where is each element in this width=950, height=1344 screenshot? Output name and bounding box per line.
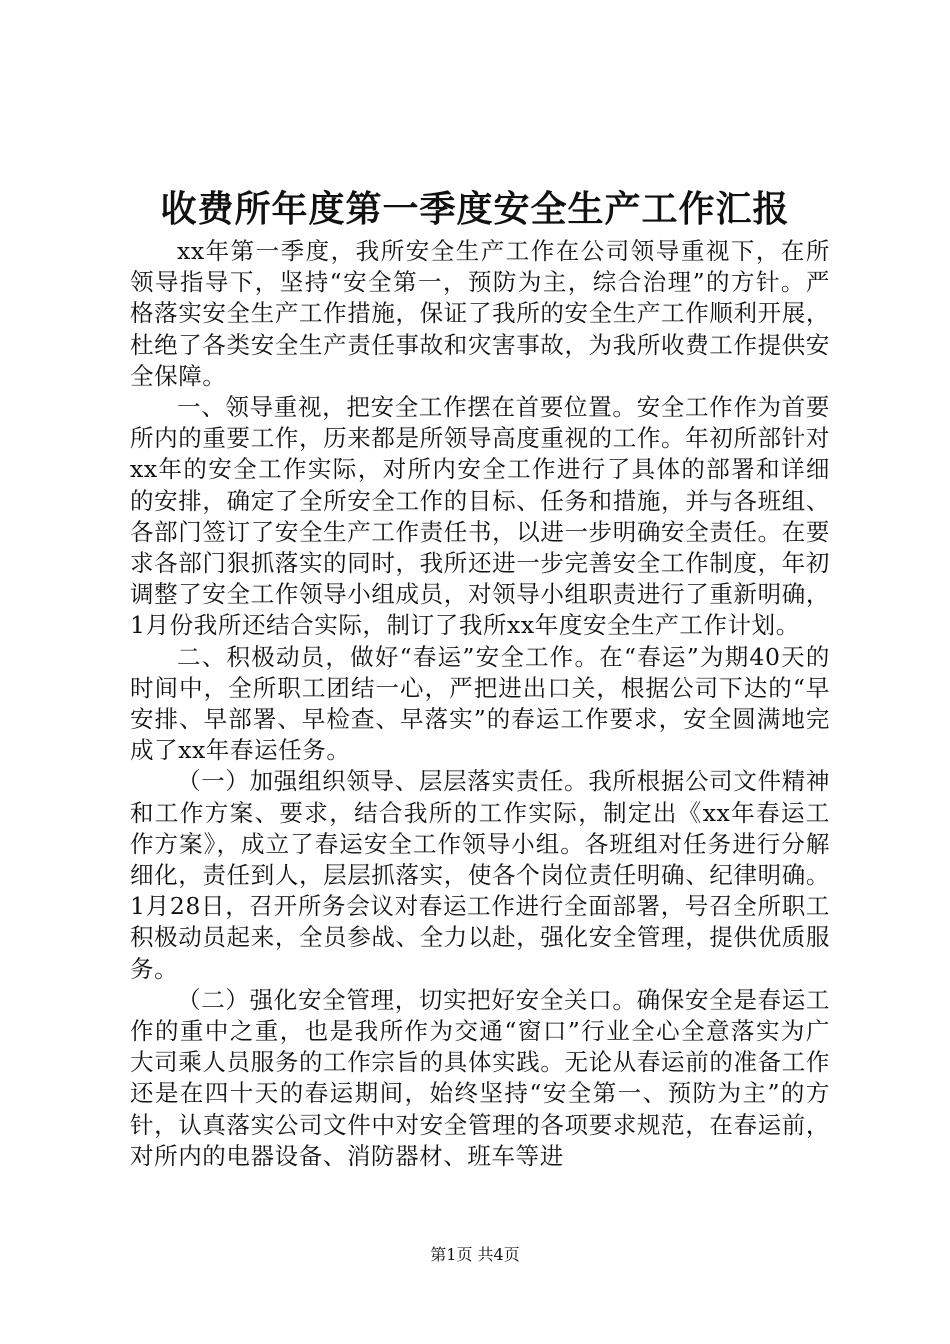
paragraph-subsection-2: （二）强化安全管理，切实把好安全关口。确保安全是春运工作的重中之重，也是我所作为交通“窗口”行业全心全意落实为广大司乘人员服务的工作宗旨的具体实践。无论从春运前的准备工作还是在四十天的春运期间，始终坚持“安全第一、预防为主”的方针，认真落实公司文件中对安全管理的各项要求规范，在春运前，对所内的电器设备、消防器材、班车等进	[130, 985, 830, 1170]
paragraph-subsection-1: （一）加强组织领导、层层落实责任。我所根据公司文件精神和工作方案、要求，结合我所的工作实际，制定出《xx年春运工作方案》，成立了春运安全工作领导小组。各班组对任务进行分解细化，责任到人，层层抓落实，使各个岗位责任明确、纪律明确。1月28日，召开所务会议对春运工作进行全面部署，号召全所职工积极动员起来，全员参战、全力以赴，强化安全管理，提供优质服务。	[130, 767, 830, 983]
paragraph-intro: xx年第一季度，我所安全生产工作在公司领导重视下，在所领导指导下，坚持“安全第一，预防为主，综合治理”的方针。严格落实安全生产工作措施，保证了我所的安全生产工作顺利开展，杜绝了各类安全生产责任事故和灾害事故，为我所收费工作提供安全保障。	[130, 237, 830, 390]
document-title: 收费所年度第一季度安全生产工作汇报	[160, 188, 790, 230]
document-body	[130, 236, 830, 1172]
page-footer: 第1页 共4页	[430, 1245, 520, 1264]
paragraph-section-2: 二、积极动员，做好“春运”安全工作。在“春运”为期40天的时间中，全所职工团结一心，严把进出口关，根据公司下达的“早安排、早部署、早检查、早落实”的春运工作要求，安全圆满地完成了xx年春运任务。	[130, 642, 830, 765]
paragraph-section-1: 一、领导重视，把安全工作摆在首要位置。安全工作作为首要所内的重要工作，历来都是所领导高度重视的工作。年初所部针对xx年的安全工作实际，对所内安全工作进行了具体的部署和详细的安排，确定了全所安全工作的目标、任务和措施，并与各班组、各部门签订了安全生产工作责任书，以进一步明确安全责任。在要求各部门狠抓落实的同时，我所还进一步完善安全工作制度，年初调整了安全工作领导小组成员，对领导小组职责进行了重新明确，1月份我所还结合实际，制订了我所xx年度安全生产工作计划。	[130, 393, 830, 640]
